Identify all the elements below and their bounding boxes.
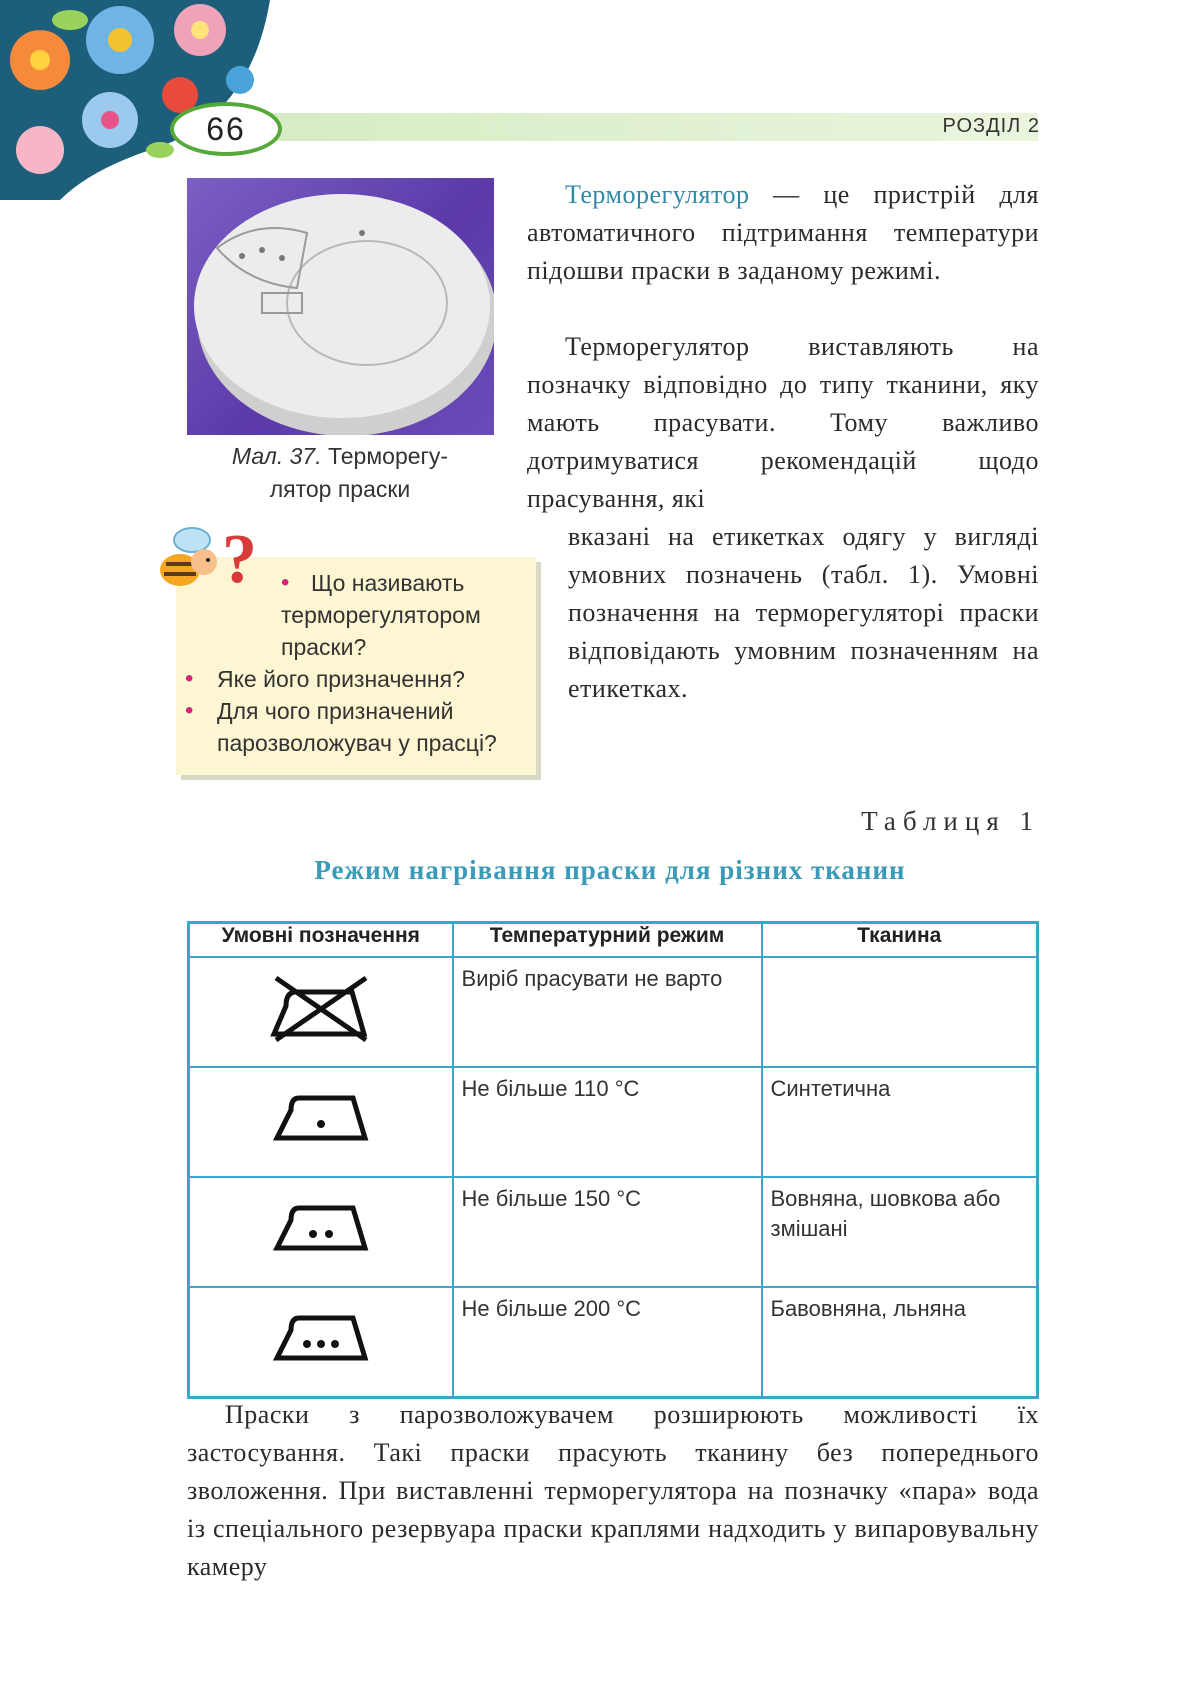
term-highlight: Терморегулятор <box>565 180 750 209</box>
column-header-temperature: Температурний режим <box>453 923 762 958</box>
svg-text:?: ? <box>222 521 257 598</box>
thermostat-photo <box>187 178 494 435</box>
no-iron-icon <box>266 972 376 1044</box>
iron-two-dots-icon <box>271 1198 371 1258</box>
closing-paragraph: Праски з парозволожувачем розширюють можливості їх застосування. Такі праски прасують тканину без попереднього зволоження. При виставленні терморегулятора на позначку «пара» вода із спеціального резервуара праски краплями надходить у випаровувальну камеру <box>187 1400 1039 1581</box>
symbol-cell <box>189 957 453 1067</box>
column-header-fabric: Тканина <box>762 923 1038 958</box>
temperature-cell: Не більше 110 °С <box>453 1067 762 1177</box>
question-text: Що називають терморегулятором праски? <box>281 570 481 660</box>
question-item <box>185 567 530 663</box>
table-row <box>189 1287 1038 1398</box>
column-header-symbol: Умовні позначення <box>189 923 453 958</box>
table-number: Таблиця 1 <box>861 806 1040 836</box>
figure-caption-label: Мал. 37. <box>231 443 322 469</box>
fabric-cell: Вовняна, шовкова або змішані <box>762 1177 1038 1287</box>
header-band <box>270 113 1038 141</box>
table-row <box>189 1177 1038 1287</box>
figure-caption <box>180 440 500 506</box>
temperature-cell: Не більше 150 °С <box>453 1177 762 1287</box>
question-item: • Яке його призначення? <box>185 663 530 695</box>
definition-text: — це пристрій для автоматичного підтримання температури підошви праски в заданому режимі. <box>527 180 1039 285</box>
iron-three-dots-icon <box>271 1308 371 1368</box>
definition-paragraph <box>527 176 1039 290</box>
fabric-cell: Бавовняна, льняна <box>762 1287 1038 1398</box>
table-header-row <box>189 923 1038 958</box>
question-list <box>185 567 530 759</box>
temperature-cell: Виріб прасувати не варто <box>453 957 762 1067</box>
thermostat-paragraph: Терморегулятор виставляють на позначку відповідно до типу тканини, яку мають прасувати. Тому важливо дотримуватися рекомендацій щодо прасування, які <box>527 332 1039 513</box>
section-label: РОЗДІЛ 2 <box>942 115 1040 137</box>
table-row <box>189 1067 1038 1177</box>
decorative-flowers-image <box>0 0 280 200</box>
question-item: • Для чого призначений парозволожувач у прасці? <box>185 695 530 759</box>
iron-one-dot-icon <box>271 1088 371 1148</box>
figure-caption-text: Терморегу- <box>321 443 449 469</box>
fabric-cell: Синтетична <box>762 1067 1038 1177</box>
fabric-cell <box>762 957 1038 1067</box>
table-row <box>189 957 1038 1067</box>
symbol-cell <box>189 1067 453 1177</box>
temperature-cell: Не більше 200 °С <box>453 1287 762 1398</box>
ironing-table <box>187 921 1039 1399</box>
figure-caption-text2: лятор праски <box>269 476 411 502</box>
thermostat-dial-image <box>187 178 494 435</box>
symbol-cell <box>189 1177 453 1287</box>
thermostat-paragraph-continued: вказані на етикетках одягу у вигляді умовних позначень (табл. 1). Умовні позначення на терморегуляторі праски відповідають умовним позначенням на етикетках. <box>568 522 1039 703</box>
symbol-cell <box>189 1287 453 1398</box>
table-title: Режим нагрівання праски для різних тканин <box>314 855 906 885</box>
page-number: 66 <box>170 102 282 156</box>
